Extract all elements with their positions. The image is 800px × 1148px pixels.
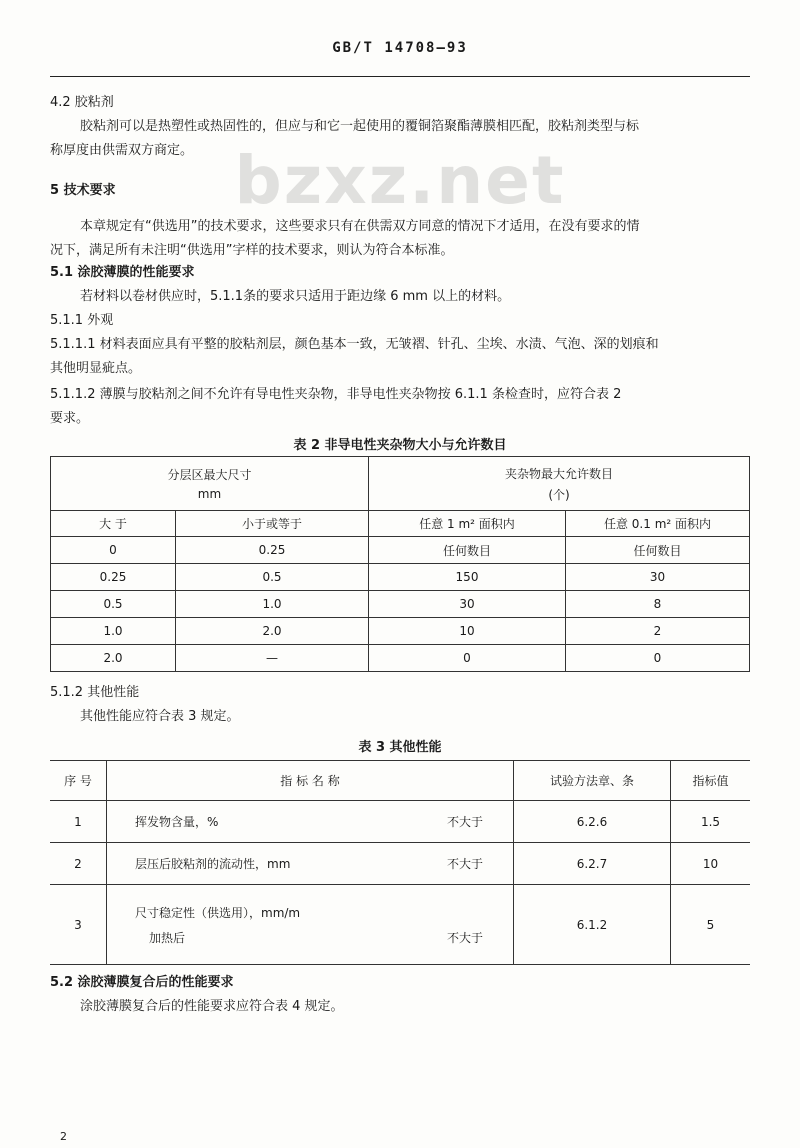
table-cell: 10 [369,618,566,645]
table-2-header-per-01m2: 任意 0.1 m² 面积内 [566,511,750,537]
table-row [51,645,750,672]
table-cell: 2.0 [176,618,369,645]
section-5-2-heading: 5.2 涂胶薄膜复合后的性能要求 [50,975,234,990]
table-cell: 0.25 [176,537,369,564]
table-3 [50,760,750,965]
indicator-name: 挥发物含量，% [135,815,219,829]
table-2 [50,456,750,672]
watermark: bzxz.net [234,142,566,219]
table-cell: 150 [369,564,566,591]
clause-5-1-1-2-line-2: 要求。 [50,411,90,426]
table-row [50,801,750,843]
table-2-header-less-equal: 小于或等于 [176,511,369,537]
table-2-header-count [369,457,750,511]
table-cell: 1 [50,801,107,843]
table-2-header-count-label: 夹杂物最大允许数目 [504,466,613,481]
indicator-limit: 不大于 [446,930,483,945]
table-row [51,591,750,618]
table-cell: 8 [566,591,750,618]
table-2-caption: 表 2 非导电性夹杂物大小与允许数目 [293,438,507,453]
table-cell: 10 [671,843,751,885]
table-cell: 2 [50,843,107,885]
table-cell: 2.0 [51,645,176,672]
table-2-header-per-1m2: 任意 1 m² 面积内 [369,511,566,537]
table-cell [107,843,514,885]
table-row [50,843,750,885]
table-cell: 1.0 [176,591,369,618]
table-cell: 0.5 [176,564,369,591]
table-3-caption: 表 3 其他性能 [358,740,442,755]
section-4-2-text-2: 称厚度由供需双方商定。 [50,143,194,158]
table-cell: 0 [566,645,750,672]
section-5-text-1: 本章规定有“供选用”的技术要求，这些要求只有在供需双方同意的情况下才适用，在没有要求的情 [80,219,640,234]
table-cell: 30 [566,564,750,591]
table-cell: 6.1.2 [514,885,671,965]
table-cell: 6.2.6 [514,801,671,843]
section-4-2-text-1: 胶粘剂可以是热塑性或热固性的，但应与和它一起使用的覆铜箔聚酯薄膜相匹配，胶粘剂类型与标 [80,119,640,134]
table-2-header-size-unit: mm [197,487,222,501]
page-number: 2 [60,1130,67,1143]
section-5-2-text: 涂胶薄膜复合后的性能要求应符合表 4 规定。 [80,999,344,1014]
table-cell: 0.25 [51,564,176,591]
table-2-header-greater-than: 大 于 [51,511,176,537]
section-4-2-heading: 4.2 胶粘剂 [50,95,114,110]
table-3-header-method: 试验方法章、条 [514,761,671,801]
table-cell: 2 [566,618,750,645]
clause-5-1-1-1-line-2: 其他明显疵点。 [50,361,142,376]
table-cell: 5 [671,885,751,965]
indicator-name: 尺寸稳定性（供选用），mm/m [135,905,301,920]
table-cell: 30 [369,591,566,618]
table-cell: 1.0 [51,618,176,645]
table-2-header-count-unit: (个) [548,487,570,502]
table-cell: 6.2.7 [514,843,671,885]
clause-5-1-1-1-line-1: 5.1.1.1 材料表面应具有平整的胶粘剂层，颜色基本一致，无皱褶、针孔、尘埃、水渍、气泡、深的划痕和 [50,337,659,352]
table-2-header-size-label: 分层区最大尺寸 [167,468,252,482]
table-3-header-value: 指标值 [671,761,751,801]
indicator-limit: 不大于 [446,815,483,829]
table-cell: 1.5 [671,801,751,843]
table-row [50,885,750,965]
table-row [51,564,750,591]
section-5-1-2-text: 其他性能应符合表 3 规定。 [80,709,240,724]
table-row [51,618,750,645]
table-cell: 任何数目 [369,537,566,564]
indicator-name: 层压后胶粘剂的流动性，mm [135,857,291,871]
section-5-text-2: 况下，满足所有未注明“供选用”字样的技术要求，则认为符合本标准。 [50,243,454,258]
clause-5-1-1-2-line-1: 5.1.1.2 薄膜与胶粘剂之间不允许有导电性夹杂物，非导电性夹杂物按 6.1.1 条检查时，应符合表 2 [50,387,622,402]
table-cell: 任何数目 [566,537,750,564]
indicator-limit: 不大于 [446,857,483,871]
section-5-1-text: 若材料以卷材供应时，5.1.1条的要求只适用于距边缘 6 mm 以上的材料。 [80,289,511,304]
table-cell: 3 [50,885,107,965]
header-rule [50,76,750,77]
table-row [51,537,750,564]
table-cell: 0 [51,537,176,564]
table-cell: — [176,645,369,672]
table-cell: 0.5 [51,591,176,618]
table-cell: 0 [369,645,566,672]
section-5-1-2-heading: 5.1.2 其他性能 [50,685,140,700]
indicator-condition: 加热后 [149,930,186,945]
table-2-header-size [51,457,369,511]
table-3-header-no: 序 号 [50,761,107,801]
table-cell [107,801,514,843]
page-header: GB/T 14708—93 [332,40,468,56]
section-5-1-heading: 5.1 涂胶薄膜的性能要求 [50,265,195,280]
section-5-heading: 5 技术要求 [50,183,116,198]
indicator-subline [135,929,513,946]
table-3-header-name: 指 标 名 称 [107,761,514,801]
table-cell [107,885,514,965]
section-5-1-1-heading: 5.1.1 外观 [50,313,114,328]
